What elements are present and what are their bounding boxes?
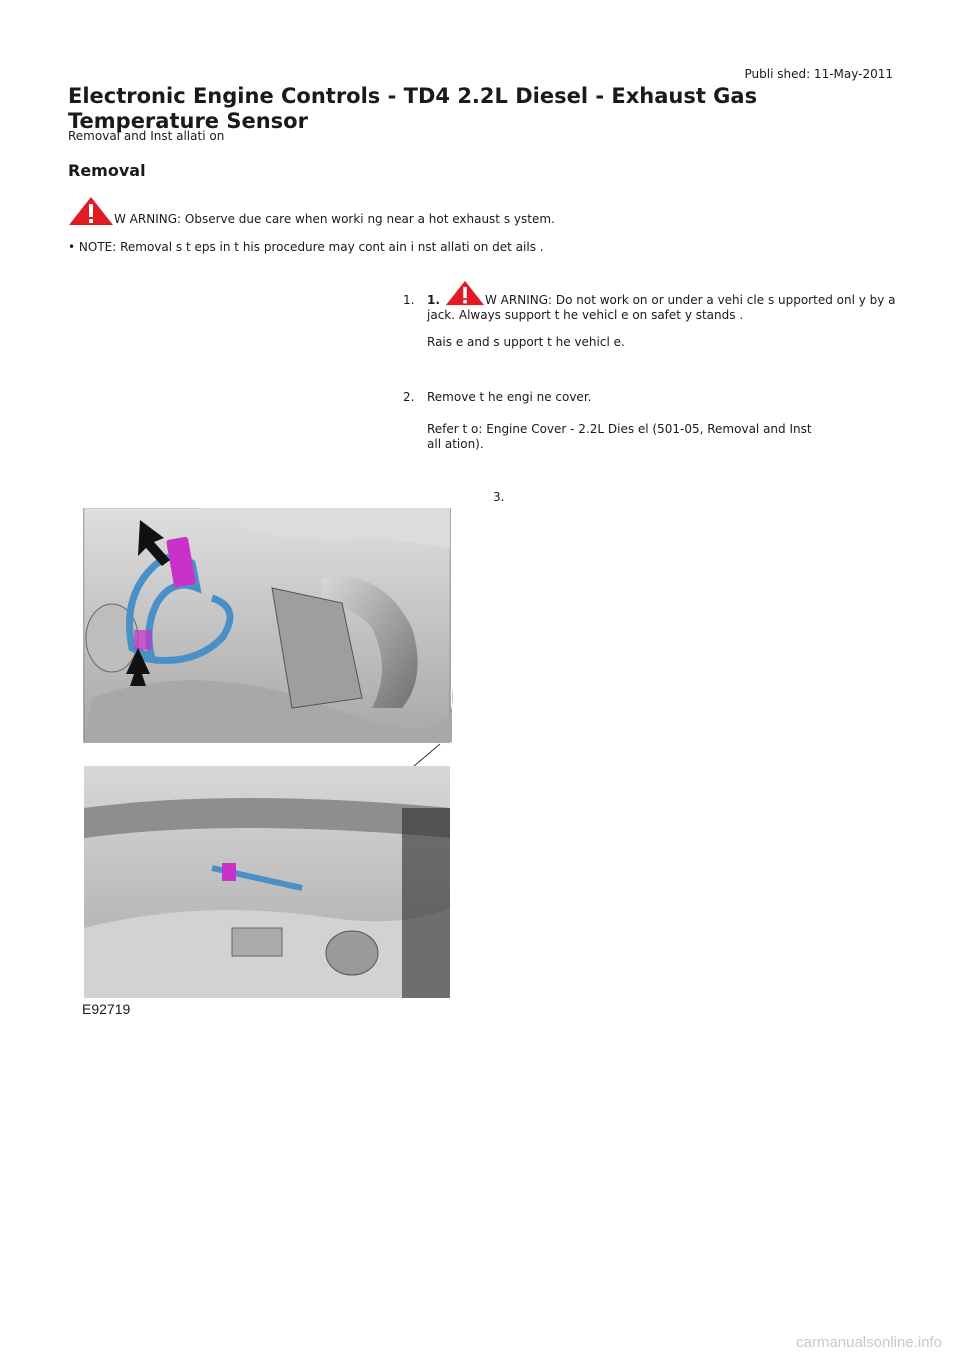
- watermark: carmanualsonline.info: [796, 1334, 942, 1351]
- warning-triangle-icon: [68, 196, 114, 226]
- warning-notice: [68, 196, 555, 226]
- section-title: Removal: [68, 161, 146, 180]
- step-warning-text: W ARNING: Do not work on or under a vehi cle s upported onl y by a jack. Always support t he vehicl e on safet y stands .: [427, 293, 896, 322]
- step-bold-number: 1.: [427, 293, 440, 307]
- step-text: Remove t he engi ne cover.: [427, 390, 592, 404]
- page-subtitle: Removal and Inst allati on: [68, 129, 225, 143]
- step-text: Rais e and s upport t he vehicl e.: [427, 335, 625, 349]
- note-text: • NOTE: Removal s t eps in t his procedure may cont ain i nst allati on det ails .: [68, 240, 544, 254]
- step-number: 1.: [403, 293, 415, 307]
- page-title: Electronic Engine Controls - TD4 2.2L Diesel - Exhaust Gas Temperature Sensor: [68, 84, 758, 133]
- figure-label: E92719: [82, 1001, 131, 1017]
- step-number: 3.: [493, 490, 505, 504]
- warning-triangle-icon: [445, 279, 485, 307]
- engine-illustration: [82, 508, 458, 1018]
- published-date: Publi shed: 11-May-2011: [744, 67, 893, 81]
- step-number: 2.: [403, 390, 415, 404]
- step-reference: Refer t o: Engine Cover - 2.2L Dies el (501-05, Removal and Inst all ation).: [427, 422, 812, 451]
- warning-text: W ARNING: Observe due care when worki ng near a hot exhaust s ystem.: [114, 212, 555, 226]
